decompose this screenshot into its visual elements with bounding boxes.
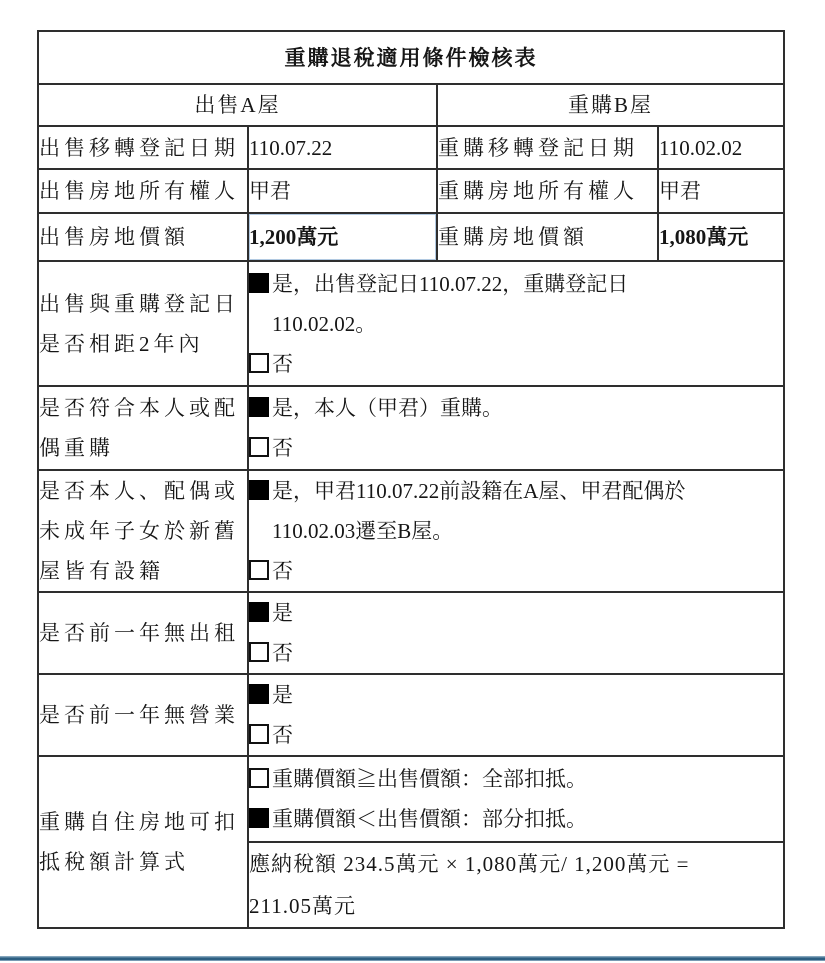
self-or-spouse-row bbox=[38, 386, 784, 470]
page-footer-rule bbox=[0, 956, 825, 961]
checkbox-unchecked-icon bbox=[249, 560, 269, 580]
creditable-tax-options-row bbox=[38, 756, 784, 842]
yes-option-text: 是，出售登記日110.07.22，重購登記日 bbox=[272, 271, 629, 296]
table-title: 重購退稅適用條件檢核表 bbox=[38, 31, 784, 84]
repurchase-transfer-date-label: 重購移轉登記日期 bbox=[437, 126, 658, 169]
checkbox-checked-icon bbox=[249, 808, 269, 828]
checkbox-checked-icon bbox=[249, 273, 269, 293]
no-option-text: 否 bbox=[272, 351, 293, 376]
label-line: 是否前一年無出租 bbox=[39, 621, 239, 645]
self-or-spouse-answer bbox=[248, 386, 784, 470]
label-line: 偶重購 bbox=[39, 436, 114, 460]
no-option-text: 否 bbox=[272, 723, 293, 747]
repurchase-owner-value: 甲君 bbox=[658, 169, 784, 213]
no-business-label bbox=[38, 674, 248, 756]
checkbox-unchecked-icon bbox=[249, 437, 269, 457]
checkbox-checked-icon bbox=[249, 602, 269, 622]
no-rental-row bbox=[38, 592, 784, 674]
repurchase-price-value: 1,080萬元 bbox=[658, 213, 784, 261]
creditable-tax-formula bbox=[248, 842, 784, 928]
no-option-text: 否 bbox=[272, 436, 293, 460]
no-option-text: 否 bbox=[272, 559, 293, 583]
full-credit-option-text: 重購價額≧出售價額：全部扣抵。 bbox=[272, 767, 587, 791]
no-rental-answer bbox=[248, 592, 784, 674]
formula-line: 211.05萬元 bbox=[249, 894, 356, 918]
household-registration-row bbox=[38, 470, 784, 592]
checkbox-checked-icon bbox=[249, 397, 269, 417]
yes-option-text: 是 bbox=[272, 683, 293, 707]
title-row bbox=[38, 31, 784, 84]
repurchase-transfer-date-value: 110.02.02 bbox=[658, 126, 784, 169]
checkbox-unchecked-icon bbox=[249, 353, 269, 373]
sell-owner-label: 出售房地所有權人 bbox=[38, 169, 248, 213]
sell-transfer-date-label: 出售移轉登記日期 bbox=[38, 126, 248, 169]
creditable-tax-label bbox=[38, 756, 248, 928]
no-business-row bbox=[38, 674, 784, 756]
within-two-years-label bbox=[38, 261, 248, 386]
creditable-tax-options bbox=[248, 756, 784, 842]
checkbox-unchecked-icon bbox=[249, 724, 269, 744]
label-line: 是否符合本人或配 bbox=[39, 396, 239, 420]
checkbox-unchecked-icon bbox=[249, 768, 269, 788]
repurchase-tax-refund-checklist-table bbox=[37, 30, 785, 929]
no-option-text: 否 bbox=[272, 641, 293, 665]
sell-price-label: 出售房地價額 bbox=[38, 213, 248, 261]
label-line: 重購自住房地可扣 bbox=[39, 810, 239, 834]
household-registration-label bbox=[38, 470, 248, 592]
household-registration-answer bbox=[248, 470, 784, 592]
yes-option-continuation: 110.02.02。 bbox=[272, 311, 377, 336]
label-line: 是否前一年無營業 bbox=[39, 703, 239, 727]
label-line: 屋皆有設籍 bbox=[39, 559, 164, 583]
checkbox-checked-icon bbox=[249, 480, 269, 500]
owner-row bbox=[38, 169, 784, 213]
formula-line: 應納稅額 234.5萬元 × 1,080萬元/ 1,200萬元 = bbox=[249, 852, 690, 876]
transfer-date-row bbox=[38, 126, 784, 169]
repurchase-house-header: 重購B屋 bbox=[437, 84, 784, 126]
within-two-years-row bbox=[38, 261, 784, 386]
self-or-spouse-label bbox=[38, 386, 248, 470]
yes-option-text: 是，本人（甲君）重購。 bbox=[272, 396, 503, 420]
sell-house-header: 出售A屋 bbox=[38, 84, 437, 126]
partial-credit-option-text: 重購價額＜出售價額：部分扣抵。 bbox=[272, 807, 587, 831]
yes-option-continuation: 110.02.03遷至B屋。 bbox=[272, 519, 454, 543]
sell-price-value: 1,200萬元 bbox=[248, 213, 437, 261]
sell-owner-value: 甲君 bbox=[248, 169, 437, 213]
price-row bbox=[38, 213, 784, 261]
within-two-years-answer bbox=[248, 261, 784, 386]
repurchase-price-label: 重購房地價額 bbox=[437, 213, 658, 261]
repurchase-owner-label: 重購房地所有權人 bbox=[437, 169, 658, 213]
yes-option-text: 是 bbox=[272, 601, 293, 625]
label-line: 是否相距2年內 bbox=[39, 331, 204, 356]
checkbox-unchecked-icon bbox=[249, 642, 269, 662]
sell-transfer-date-value: 110.07.22 bbox=[248, 126, 437, 169]
no-business-answer bbox=[248, 674, 784, 756]
section-header-row bbox=[38, 84, 784, 126]
label-line: 出售與重購登記日 bbox=[39, 291, 239, 316]
no-rental-label bbox=[38, 592, 248, 674]
label-line: 抵稅額計算式 bbox=[39, 850, 189, 874]
label-line: 未成年子女於新舊 bbox=[39, 519, 239, 543]
checkbox-checked-icon bbox=[249, 684, 269, 704]
yes-option-text: 是，甲君110.07.22前設籍在A屋、甲君配偶於 bbox=[272, 479, 686, 503]
label-line: 是否本人、配偶或 bbox=[39, 479, 239, 503]
